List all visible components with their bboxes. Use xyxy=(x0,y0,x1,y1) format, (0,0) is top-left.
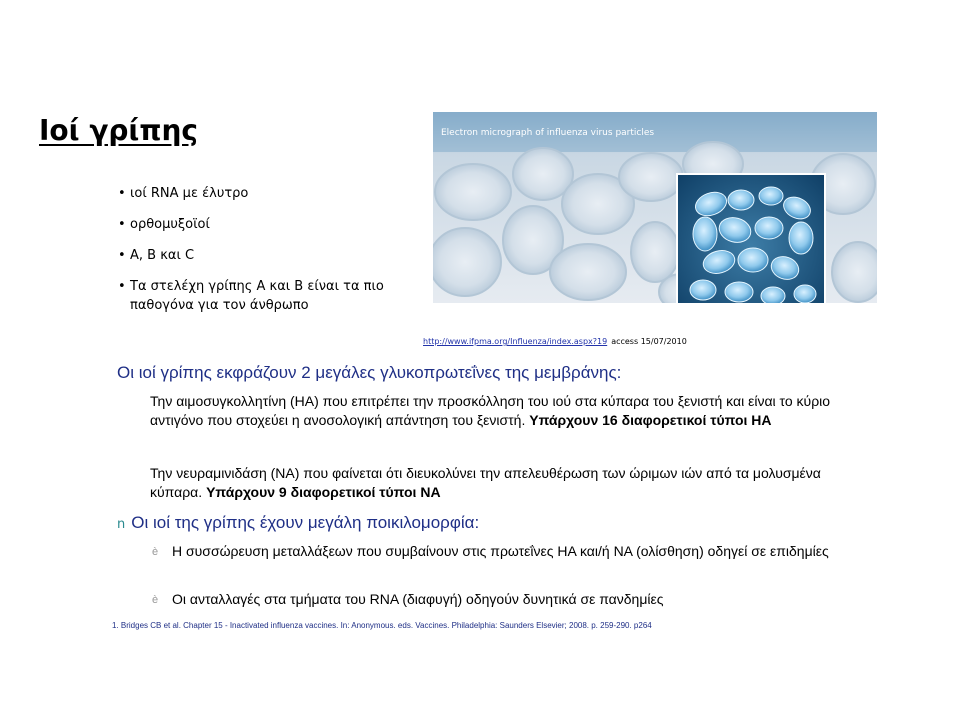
paragraph-ha-bold: Υπάρχουν 16 διαφορετικοί τύποι ΗΑ xyxy=(529,412,772,428)
paragraph-na xyxy=(150,464,855,502)
bullet-item: • ιοί RNA με έλυτρο xyxy=(118,184,418,203)
sub-point-text: Η συσσώρευση μεταλλάξεων που συμβαίνουν στις πρωτεΐνες ΗΑ και/ή ΝΑ (ολίσθηση) οδηγεί σε επιδημίες xyxy=(172,543,829,559)
paragraph-ha-text: Την αιμοσυγκολλητίνη (ΗΑ) που επιτρέπει την προσκόλληση του ιού στα κύπαρα του ξενιστή και είναι το κύριο αντιγόνο που στοχεύει η ανοσολογική απάντηση του ξενιστή. xyxy=(150,393,831,428)
glycoprotein-heading: Οι ιοί γρίπης εκφράζουν 2 μεγάλες γλυκοπρωτεΐνες της μεμβράνης: xyxy=(117,363,622,382)
reference-footnote: 1. Bridges CB et al. Chapter 15 - Inactivated influenza vaccines. In: Anonymous. eds. Vaccines. Philadelphia: Saunders Elsevier; 2008. p. 259-290. p264 xyxy=(112,621,652,630)
bullet-list xyxy=(118,184,418,327)
sub-point-text: Οι ανταλλαγές στα τμήματα του RNA (διαφυγή) οδηγούν δυνητικά σε πανδημίες xyxy=(172,591,664,607)
micrograph-image xyxy=(433,112,877,303)
figure-caption: Electron micrograph of influenza virus particles xyxy=(441,128,655,138)
paragraph-na-text: Την νευραμινιδάση (ΝΑ) που φαίνεται ότι διευκολύνει την απελευθέρωση των ώριμων ιών από τα μολυσμένα κύπαρα. xyxy=(150,465,821,500)
page-title: Ιοί γρίπης xyxy=(39,114,199,147)
paragraph-na-bold: Υπάρχουν 9 διαφορετικοί τύποι ΝΑ xyxy=(206,484,441,500)
paragraph-ha xyxy=(150,392,855,430)
bullet-item: • ορθομυξοϊοί xyxy=(118,215,418,234)
arrow-marker: è xyxy=(152,546,159,558)
sub-point xyxy=(152,590,842,609)
diversity-heading xyxy=(117,513,479,533)
sub-point xyxy=(152,542,842,561)
micrograph-figure xyxy=(433,112,877,303)
source-link[interactable]: http://www.ifpma.org/Influenza/index.aspx?19 xyxy=(423,337,608,346)
bullet-item: • A, B και C xyxy=(118,246,418,265)
arrow-marker: è xyxy=(152,594,159,606)
source-citation xyxy=(423,337,687,346)
heading-marker: n xyxy=(117,517,126,532)
bullet-item: • Τα στελέχη γρίπης Α και Β είναι τα πιο παθογόνα για τον άνθρωπο xyxy=(118,277,418,315)
access-date: access 15/07/2010 xyxy=(611,337,687,346)
diversity-heading-text: Οι ιοί της γρίπης έχουν μεγάλη ποικιλομορφία: xyxy=(131,513,480,532)
